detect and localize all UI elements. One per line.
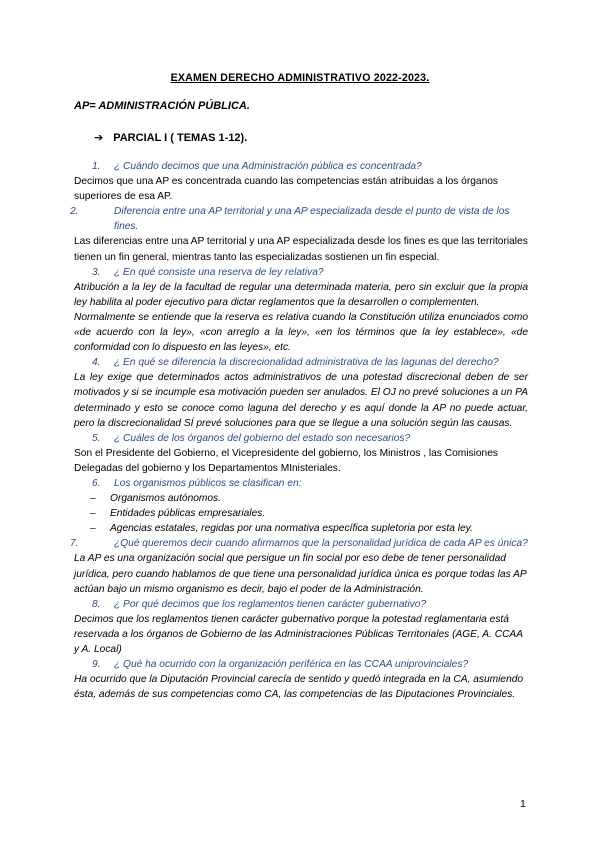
question-6: 6. Los organismos públicos se clasifican en: — [92, 477, 302, 489]
question-8: 8. ¿ Por qué decimos que los reglamentos tienen carácter gubernativo? — [92, 598, 427, 610]
answer-4: La ley exige que determinados actos administrativos de una potestad discrecional deben de ser motivados y si se incumple esa motivación pueden ser anulados. El OJ no prevé soluciones a un PA determinado y esto se conoce como laguna del derecho y es aquí donde la AP no puede actuar, pero la discrecionalidad SÍ prevé soluciones para que se llegue a una solución según las causas. — [74, 372, 528, 429]
answer-2: Las diferencias entre una AP territorial y una AP especializada desde los fines es que las territoriales tienen un fin general, mientras tanto las especializadas sostienen un fin especial. — [74, 236, 528, 263]
question-3: 3. ¿ En qué consiste una reserva de ley relativa? — [92, 266, 324, 278]
partial-label: PARCIAL I ( TEMAS 1-12). — [113, 132, 248, 144]
arrow-icon: ➔ — [94, 132, 104, 144]
list-item: – Entidades públicas empresariales. — [74, 506, 528, 521]
question-2: 2. Diferencia entre una AP territorial y una AP especializada desde el punto de vista de los fines. — [70, 206, 510, 233]
question-7: 7. ¿Qué queremos decir cuando afirmamos que la personalidad jurídica de cada AP es única? — [70, 538, 528, 550]
question-9: 9. ¿ Qué ha ocurrido con la organización periférica en las CCAA uniprovinciales? — [92, 659, 469, 671]
list-item: – Agencias estatales, regidas por una normativa específica supletoria por esta ley. — [74, 521, 528, 536]
answer-1: Decimos que una AP es concentrada cuando las competencias están atribuidas a los órganos superiores de esa AP. — [74, 176, 498, 203]
question-list — [70, 159, 528, 702]
page-number: 1 — [520, 798, 526, 810]
question-5: 5. ¿ Cuáles de los órganos del gobierno del estado son necesarios? — [92, 432, 411, 444]
question-4: 4. ¿ En qué se diferencia la discrecionalidad administrativa de las lagunas del derecho? — [92, 357, 499, 369]
answer-3a: Atribución a la ley de la facultad de regular una determinada materia, pero sin excluir que la propia ley habilita al poder ejecutivo para dictar reglamentos que la desarrollen o complementen. — [74, 281, 528, 308]
answer-9: Ha ocurrido que la Diputación Provincial carecía de sentido y quedó integrada en la CA, asumiendo ésta, además de sus competencias como CA, las competencias de las Diputaciones Provinciales. — [74, 674, 524, 701]
partial-heading — [94, 131, 247, 144]
question-1: 1. ¿ Cuándo decimos que una Administración pública es concentrada? — [92, 161, 422, 172]
list-item: – Organismos autónomos. — [74, 491, 528, 506]
abbreviation-note: AP= ADMINISTRACIÓN PÚBLICA. — [74, 100, 250, 112]
answer-5: Son el Presidente del Gobierno, el Vicepresidente del gobierno, los Ministros , las Comisiones Delegadas del gobierno y los Departamentos MInisteriales. — [74, 447, 498, 474]
exam-title: EXAMEN DERECHO ADMINISTRATIVO 2022-2023. — [170, 72, 430, 84]
answer-7: La AP es una organización social que persigue un fin social por eso debe de tener personalidad jurídica, pero cuando hablamos de que tiene una personalidad jurídica única es porque todas las AP actúan bajo un mismo organismo es decir, bajo el poder de la Administración. — [74, 553, 527, 595]
answer-3b: Normalmente se entiende que la reserva es relativa cuando la Constitución utiliza enunciados como «de acuerdo con la ley», «con arreglo a la ley», «en los términos que la ley establece», «de conformidad con lo dispuesto en las leyes», etc. — [74, 311, 528, 354]
answer-8: Decimos que los reglamentos tienen carácter gubernativo porque la potestad reglamentaria está reservada a los órganos de Gobierno de las Administraciones Públicas Territoriales (AGE, A. CCAA y A. Local) — [74, 613, 523, 655]
